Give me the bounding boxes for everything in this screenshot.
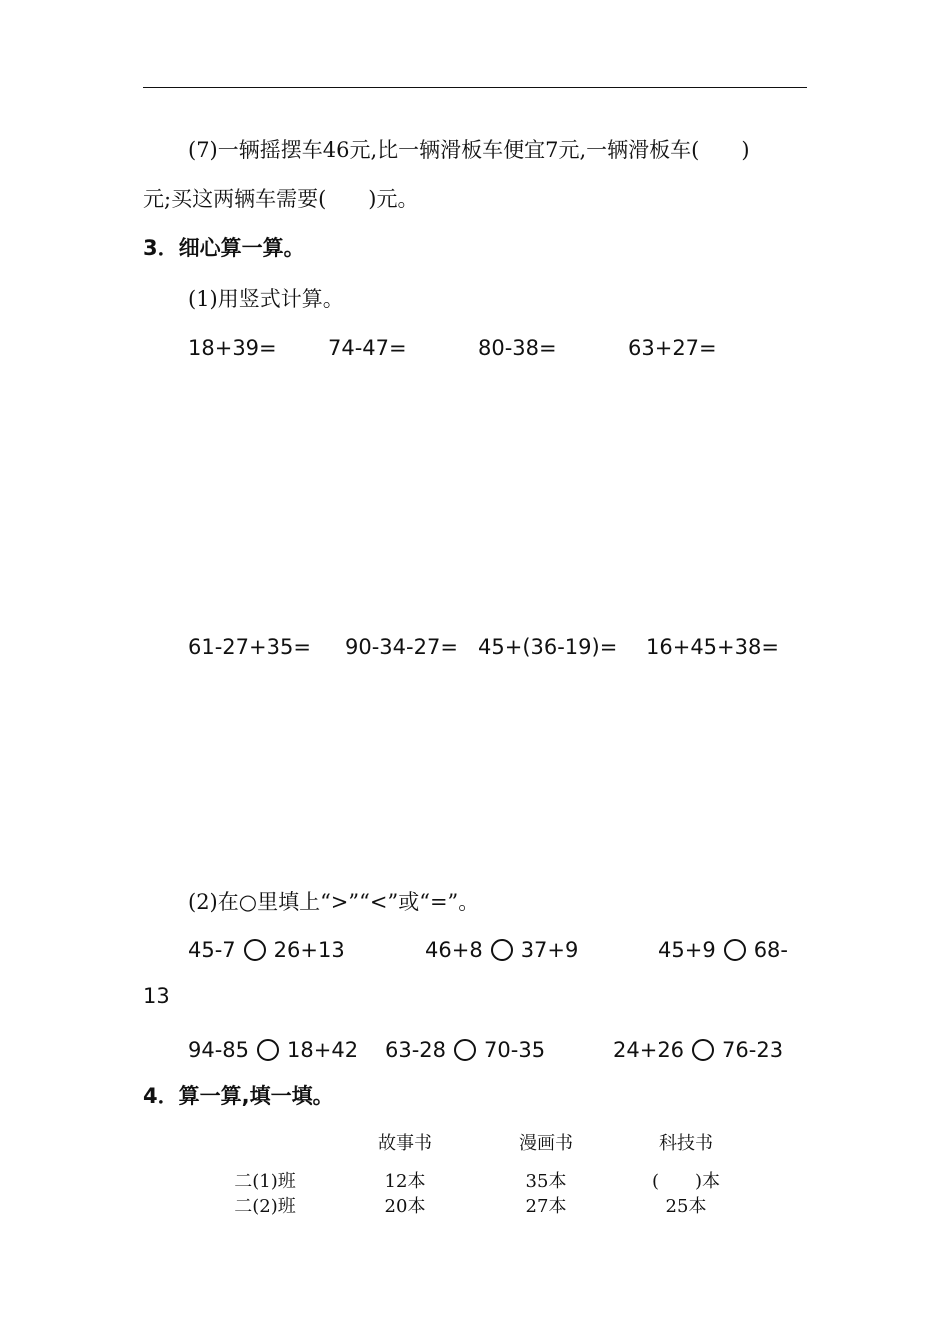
table-header: 漫画书 — [519, 1133, 573, 1154]
vertical-calc-item: 45+(36-19)= — [478, 635, 618, 659]
compare-item — [425, 936, 578, 964]
table-cell: 20本 — [384, 1196, 426, 1217]
compare-right: 76-23 — [722, 1038, 784, 1062]
vertical-calc-item: 63+27= — [628, 336, 717, 360]
table-cell: 27本 — [525, 1196, 567, 1217]
table-cell: 35本 — [525, 1171, 567, 1192]
table-cell-blank[interactable]: ( )本 — [651, 1171, 721, 1192]
question-7-line-2: 元;买这两辆车需要( )元。 — [143, 187, 419, 211]
question-7-line-1: (7)一辆摇摆车46元,比一辆滑板车便宜7元,一辆滑板车( ) — [188, 138, 750, 162]
vertical-calc-item: 18+39= — [188, 336, 277, 360]
section-3-heading: 3．细心算一算。 — [143, 236, 305, 260]
compare-left: 24+26 — [613, 1038, 685, 1062]
compare-right: 37+9 — [520, 938, 579, 962]
compare-left: 46+8 — [425, 938, 483, 962]
table-row-label: 二(1)班 — [234, 1171, 296, 1192]
blank-circle-icon[interactable] — [724, 939, 746, 961]
compare-left: 63-28 — [385, 1038, 447, 1062]
table-cell: 12本 — [384, 1171, 426, 1192]
blank-circle-icon[interactable] — [257, 1039, 279, 1061]
compare-right: 68- — [753, 938, 788, 962]
vertical-calc-item: 80-38= — [478, 336, 557, 360]
blank-circle-icon[interactable] — [244, 939, 266, 961]
compare-item — [188, 936, 345, 964]
header-rule — [143, 87, 807, 88]
table-cell: 25本 — [665, 1196, 707, 1217]
compare-left: 45-7 — [188, 938, 236, 962]
compare-left: 94-85 — [188, 1038, 250, 1062]
blank-circle-icon[interactable] — [454, 1039, 476, 1061]
compare-wrap-text: 13 — [143, 984, 170, 1008]
compare-right: 70-35 — [484, 1038, 546, 1062]
compare-item — [385, 1036, 545, 1064]
table-header: 科技书 — [659, 1133, 713, 1154]
compare-right: 18+42 — [287, 1038, 359, 1062]
vertical-calc-item: 90-34-27= — [345, 635, 458, 659]
compare-left: 45+9 — [658, 938, 716, 962]
table-row-label: 二(2)班 — [234, 1196, 296, 1217]
table-header: 故事书 — [378, 1133, 432, 1154]
blank-circle-icon[interactable] — [491, 939, 513, 961]
blank-circle-icon[interactable] — [692, 1039, 714, 1061]
vertical-calc-item: 61-27+35= — [188, 635, 311, 659]
vertical-calc-item: 74-47= — [328, 336, 407, 360]
compare-right: 26+13 — [273, 938, 345, 962]
compare-item — [613, 1036, 783, 1064]
compare-item — [188, 1036, 358, 1064]
subquestion-2-label: (2)在○里填上“>”“<”或“=”。 — [188, 890, 480, 914]
section-4-heading: 4．算一算,填一填。 — [143, 1084, 334, 1108]
compare-item — [658, 936, 788, 964]
subquestion-1-label: (1)用竖式计算。 — [188, 287, 344, 311]
vertical-calc-item: 16+45+38= — [646, 635, 779, 659]
